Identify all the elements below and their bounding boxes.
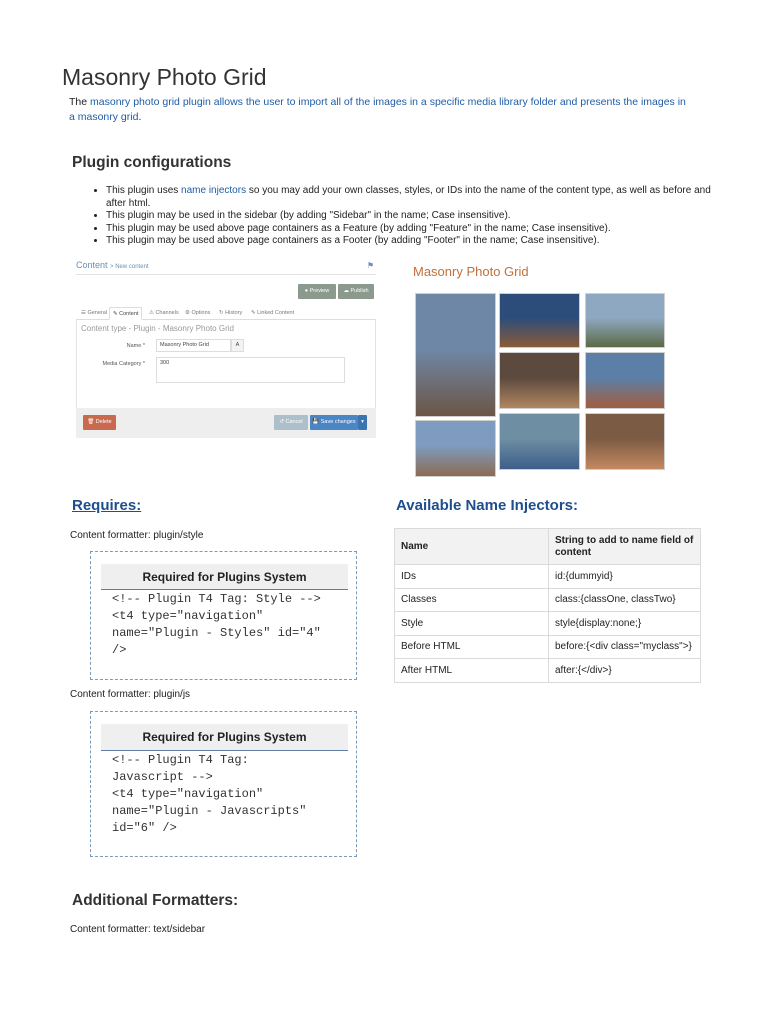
plugin-configurations-list bbox=[88, 185, 726, 248]
table-cell: Before HTML bbox=[395, 635, 549, 659]
tab-content[interactable]: ✎ Content bbox=[109, 307, 142, 320]
code-block-style bbox=[90, 551, 357, 680]
clock-tower-dusk-photo[interactable] bbox=[499, 293, 580, 348]
intro-suffix: . bbox=[138, 111, 142, 123]
cancel-button[interactable]: ↺ Cancel bbox=[274, 415, 308, 430]
table-cell: class:{classOne, classTwo} bbox=[549, 588, 701, 612]
tab-bar bbox=[76, 307, 376, 320]
requires-heading[interactable]: Requires: bbox=[72, 497, 142, 514]
table-cell: Classes bbox=[395, 588, 549, 612]
content-form bbox=[76, 320, 376, 409]
code-block-content: <!-- Plugin T4 Tag: Style --> <t4 type="navigation" name="Plugin - Styles" id="4" /> bbox=[112, 592, 321, 657]
intro-link[interactable]: masonry photo grid plugin allows the user to import all of the images in a specific media library folder and presents the images in a masonry grid bbox=[69, 96, 686, 123]
save-dropdown-caret[interactable]: ▾ bbox=[358, 415, 367, 430]
breadcrumb bbox=[76, 260, 149, 270]
list-item-text: This plugin uses bbox=[106, 185, 182, 196]
street-walkers-photo[interactable] bbox=[415, 420, 496, 477]
table-header-row bbox=[395, 529, 701, 565]
formatter-sidebar-text: Content formatter: text/sidebar bbox=[70, 924, 206, 935]
code-block-content: <!-- Plugin T4 Tag: Javascript --> <t4 type="navigation" name="Plugin - Javascripts" id="6" /> bbox=[112, 753, 307, 835]
media-category-input[interactable]: 300 bbox=[156, 357, 345, 383]
publish-button[interactable]: ☁ Publish bbox=[338, 284, 374, 299]
table-row bbox=[395, 635, 701, 659]
crowd-market-photo[interactable] bbox=[499, 352, 580, 409]
table-cell: After HTML bbox=[395, 659, 549, 683]
tab-general[interactable]: ☰ General bbox=[81, 310, 108, 316]
table-row bbox=[395, 612, 701, 636]
code-block-js bbox=[90, 711, 357, 857]
delete-button[interactable]: 🗑 Delete bbox=[83, 415, 116, 430]
page-title: Masonry Photo Grid bbox=[62, 64, 267, 90]
list-item: • This plugin may be used above page containers as a Footer (by adding "Footer" in the name; Case insensitive). bbox=[106, 235, 726, 248]
table-cell: style{display:none;} bbox=[549, 612, 701, 636]
table-cell: after:{</div>} bbox=[549, 659, 701, 683]
name-injectors-heading: Available Name Injectors: bbox=[396, 497, 579, 514]
column-header: String to add to name field of content bbox=[549, 529, 701, 565]
historic-street-photo[interactable] bbox=[415, 293, 496, 417]
cms-screenshot bbox=[76, 258, 376, 444]
table-cell: IDs bbox=[395, 565, 549, 589]
plugin-configurations-heading: Plugin configurations bbox=[72, 154, 232, 171]
table-cell: Style bbox=[395, 612, 549, 636]
name-input[interactable]: Masonry Photo Grid bbox=[156, 339, 231, 352]
name-addon: A bbox=[231, 339, 244, 352]
tab-linked-content[interactable]: ✎ Linked Content bbox=[251, 310, 295, 316]
table-row bbox=[395, 588, 701, 612]
preview-button[interactable]: ● Preview bbox=[298, 284, 336, 299]
formatter-style-text: Content formatter: plugin/style bbox=[70, 530, 204, 541]
tab-channels[interactable]: ⚠ Channels bbox=[149, 310, 179, 316]
plaza-event-photo[interactable] bbox=[585, 352, 665, 409]
save-changes-button[interactable]: 💾 Save changes bbox=[310, 415, 358, 430]
form-footer bbox=[76, 408, 376, 438]
divider bbox=[76, 274, 376, 275]
masonry-title: Masonry Photo Grid bbox=[413, 264, 529, 279]
intro-paragraph bbox=[69, 95, 689, 125]
market-stalls-photo[interactable] bbox=[585, 413, 665, 470]
additional-formatters-heading: Additional Formatters: bbox=[72, 892, 239, 909]
breadcrumb-root: Content bbox=[76, 260, 108, 270]
list-item bbox=[106, 185, 726, 210]
breadcrumb-sub: > New content bbox=[110, 264, 149, 270]
name-label: Name * bbox=[126, 343, 145, 349]
intro-prefix: The bbox=[69, 96, 91, 108]
list-item-text: so you may add your own classes, styles, or IDs into the name of the content type, as well as before and after html. bbox=[106, 185, 711, 209]
code-block-header: Required for Plugins System bbox=[101, 564, 348, 590]
tab-history[interactable]: ↻ History bbox=[219, 310, 243, 316]
table-row bbox=[395, 565, 701, 589]
name-injectors-table bbox=[394, 528, 701, 683]
code-block-header: Required for Plugins System bbox=[101, 724, 348, 751]
tab-options[interactable]: ⚙ Options bbox=[185, 310, 211, 316]
table-cell: before:{<div class="myclass">} bbox=[549, 635, 701, 659]
content-type-label: Content type - Plugin - Masonry Photo Grid bbox=[81, 324, 234, 333]
list-item: • This plugin may be used above page containers as a Feature (by adding "Feature" in the name; Case insensitive). bbox=[106, 223, 726, 236]
table-cell: id:{dummyid} bbox=[549, 565, 701, 589]
name-injectors-link[interactable]: name injectors bbox=[181, 185, 247, 196]
campus-building-photo[interactable] bbox=[585, 293, 665, 348]
bookmark-icon: ⚑ bbox=[366, 261, 374, 270]
table-row bbox=[395, 659, 701, 683]
formatter-js-text: Content formatter: plugin/js bbox=[70, 689, 191, 700]
media-category-label: Media Category * bbox=[102, 361, 145, 367]
column-header: Name bbox=[395, 529, 549, 565]
list-item: • This plugin may be used in the sidebar (by adding "Sidebar" in the name; Case insensitive). bbox=[106, 210, 726, 223]
students-selfie-photo[interactable] bbox=[499, 413, 580, 470]
